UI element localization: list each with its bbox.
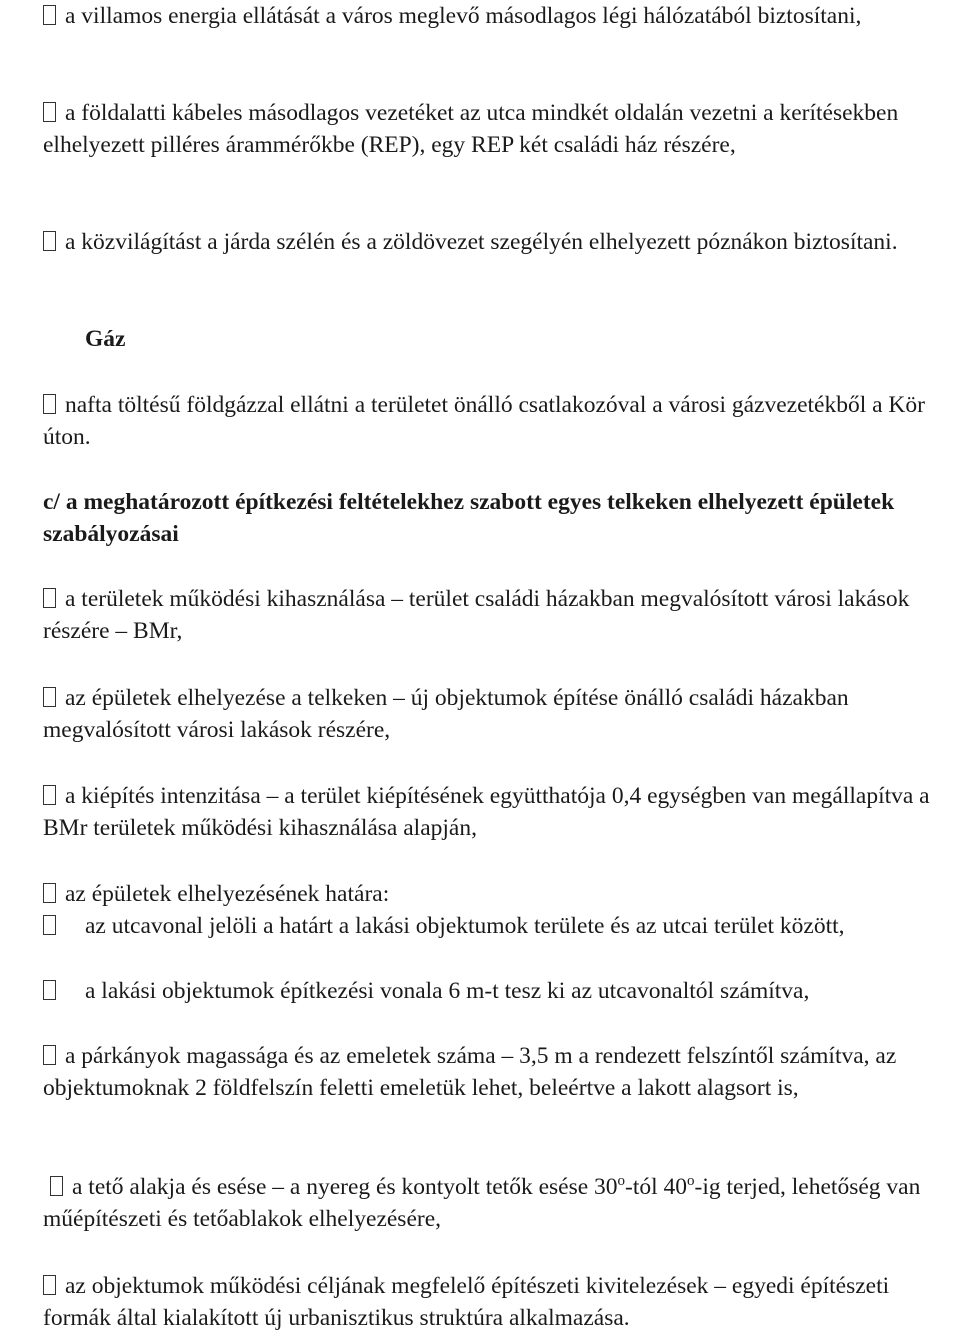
list-item <box>43 97 953 161</box>
checkbox-glyph-icon <box>43 785 56 805</box>
degree-superscript: o <box>617 1173 626 1189</box>
checkbox-glyph-icon <box>43 588 56 608</box>
sub-list-item <box>43 975 953 1007</box>
checkbox-glyph-icon <box>43 1275 56 1295</box>
checkbox-glyph-icon <box>43 102 56 122</box>
item-text: a villamos energia ellátását a város meglevő másodlagos légi hálózatából biztosítani, <box>65 3 862 29</box>
sub-list-item <box>43 910 953 942</box>
checkbox-glyph-icon <box>43 883 56 903</box>
gas-heading: Gáz <box>85 326 126 352</box>
list-item <box>43 1270 953 1334</box>
checkbox-glyph-icon <box>43 231 56 251</box>
list-item <box>43 583 953 647</box>
list-item <box>43 780 953 844</box>
item-text: a területek működési kihasználása – terület családi házakban megvalósított városi lakások részére – BMr, <box>43 586 910 644</box>
item-text: nafta töltésű földgázzal ellátni a területet önálló csatlakozóval a városi gázvezetékből a Kör úton. <box>43 392 925 450</box>
degree-superscript: o <box>687 1173 695 1189</box>
list-item <box>43 389 953 453</box>
section-heading: c/ a meghatározott építkezési feltételekhez szabott egyes telkeken elhelyezett épületek szabályozásai <box>43 489 895 547</box>
list-item <box>43 1171 953 1235</box>
item-text: az épületek elhelyezése a telkeken – új objektumok építése önálló családi házakban megvalósított városi lakások részére, <box>43 685 849 743</box>
checkbox-glyph-icon <box>43 5 56 25</box>
sub-item-text: az utcavonal jelöli a határt a lakási objektumok területe és az utcai terület között, <box>85 913 845 939</box>
list-item <box>43 878 953 910</box>
list-item <box>43 226 953 258</box>
sub-item-text: a lakási objektumok építkezési vonala 6 m-t tesz ki az utcavonaltól számítva, <box>85 978 810 1004</box>
checkbox-glyph-icon <box>43 980 56 1000</box>
checkbox-glyph-icon <box>43 687 56 707</box>
item-text: a párkányok magassága és az emeletek száma – 3,5 m a rendezett felszíntől számítva, az objektumoknak 2 földfelszín feletti emeletük lehet, beleértve a lakott alagsort is, <box>43 1043 897 1101</box>
item-text-part: -ig terjed, lehetőség van műépítészeti és tetőablakok elhelyezésére, <box>43 1174 921 1232</box>
item-text-part: a tető alakja és esése – a nyereg és kontyolt tetők esése 30 <box>72 1174 618 1200</box>
checkbox-glyph-icon <box>43 394 56 414</box>
item-text-part: -tól 40 <box>625 1174 688 1200</box>
list-item <box>43 0 953 32</box>
checkbox-glyph-icon <box>43 915 56 935</box>
list-item <box>43 1040 953 1104</box>
list-item <box>43 682 953 746</box>
checkbox-glyph-icon <box>50 1176 63 1196</box>
checkbox-glyph-icon <box>43 1045 56 1065</box>
item-text: a kiépítés intenzitása – a terület kiépítésének együtthatója 0,4 egységben van megállapítva a BMr területek működési kihasználása alapján, <box>43 783 930 841</box>
item-text: az objektumok működési céljának megfelelő építészeti kivitelezések – egyedi építészeti formák által kialakított új urbanisztikus struktúra alkalmazása. <box>43 1273 890 1331</box>
item-text: az épületek elhelyezésének határa: <box>65 881 390 907</box>
item-text: a közvilágítást a járda szélén és a zöldövezet szegélyén elhelyezett póznákon biztosítani. <box>65 229 898 255</box>
item-text: a földalatti kábeles másodlagos vezetéket az utca mindkét oldalán vezetni a kerítésekben elhelyezett pilléres árammérőkbe (REP), egy REP két családi ház részére, <box>43 100 899 158</box>
